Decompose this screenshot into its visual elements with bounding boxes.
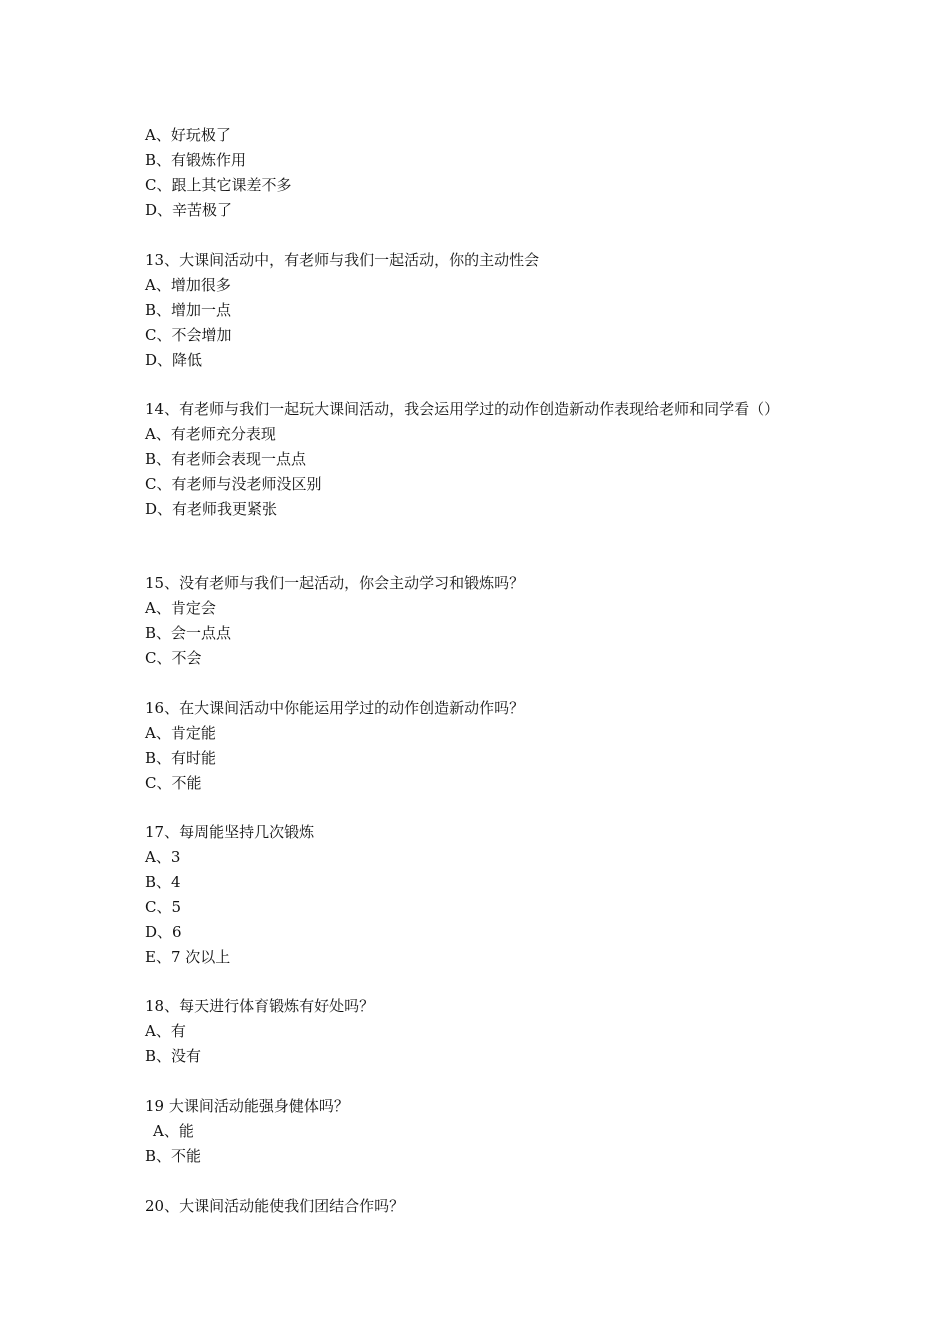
- option-d: D、有老师我更紧张: [145, 500, 278, 518]
- option-b: B、有老师会表现一点点: [145, 450, 307, 468]
- question-14: [145, 397, 815, 522]
- option-e: E、7 次以上: [145, 948, 231, 966]
- option-b: B、4: [145, 873, 181, 891]
- question-text: 20、大课间活动能使我们团结合作吗？: [145, 1197, 405, 1215]
- option-a: A、增加很多: [145, 276, 231, 294]
- question-text: 19 大课间活动能强身健体吗？: [145, 1097, 349, 1115]
- option-c: C、跟上其它课差不多: [145, 176, 292, 194]
- option-c: C、有老师与没老师没区别: [145, 475, 322, 493]
- question-text: 16、在大课间活动中你能运用学过的动作创造新动作吗？: [145, 699, 525, 717]
- option-b: B、不能: [145, 1147, 202, 1165]
- question-text: 18、每天进行体育锻炼有好处吗？: [145, 997, 375, 1015]
- option-c: C、不会增加: [145, 326, 232, 344]
- option-c: C、5: [145, 898, 182, 916]
- option-d: D、降低: [145, 351, 203, 369]
- question-text: 14、有老师与我们一起玩大课间活动，我会运用学过的动作创造新动作表现给老师和同学看（）: [145, 400, 780, 418]
- option-a: A、有老师充分表现: [145, 425, 276, 443]
- option-a: A、有: [145, 1022, 186, 1040]
- option-c: C、不会: [145, 649, 202, 667]
- option-b: B、会一点点: [145, 624, 232, 642]
- question-12-options: [145, 123, 815, 223]
- option-d: D、6: [145, 923, 182, 941]
- question-13: [145, 248, 815, 373]
- option-b: B、有时能: [145, 749, 217, 767]
- question-16: [145, 696, 815, 796]
- question-text: 17、每周能坚持几次锻炼: [145, 823, 315, 841]
- option-b: B、增加一点: [145, 301, 232, 319]
- question-text: 15、没有老师与我们一起活动，你会主动学习和锻炼吗？: [145, 574, 525, 592]
- option-a: A、肯定会: [145, 599, 216, 617]
- option-a: A、肯定能: [145, 724, 216, 742]
- question-15: [145, 571, 815, 671]
- option-d: D、辛苦极了: [145, 201, 233, 219]
- option-b: B、有锻炼作用: [145, 151, 247, 169]
- option-a: A、3: [145, 848, 181, 866]
- option-c: C、不能: [145, 774, 202, 792]
- question-17: [145, 820, 815, 970]
- question-19: [145, 1094, 815, 1169]
- option-a: A、能: [153, 1122, 194, 1140]
- question-20: [145, 1194, 815, 1219]
- option-a: A、好玩极了: [145, 126, 231, 144]
- question-18: [145, 994, 815, 1069]
- question-text: 13、大课间活动中，有老师与我们一起活动，你的主动性会: [145, 251, 540, 269]
- option-b: B、没有: [145, 1047, 202, 1065]
